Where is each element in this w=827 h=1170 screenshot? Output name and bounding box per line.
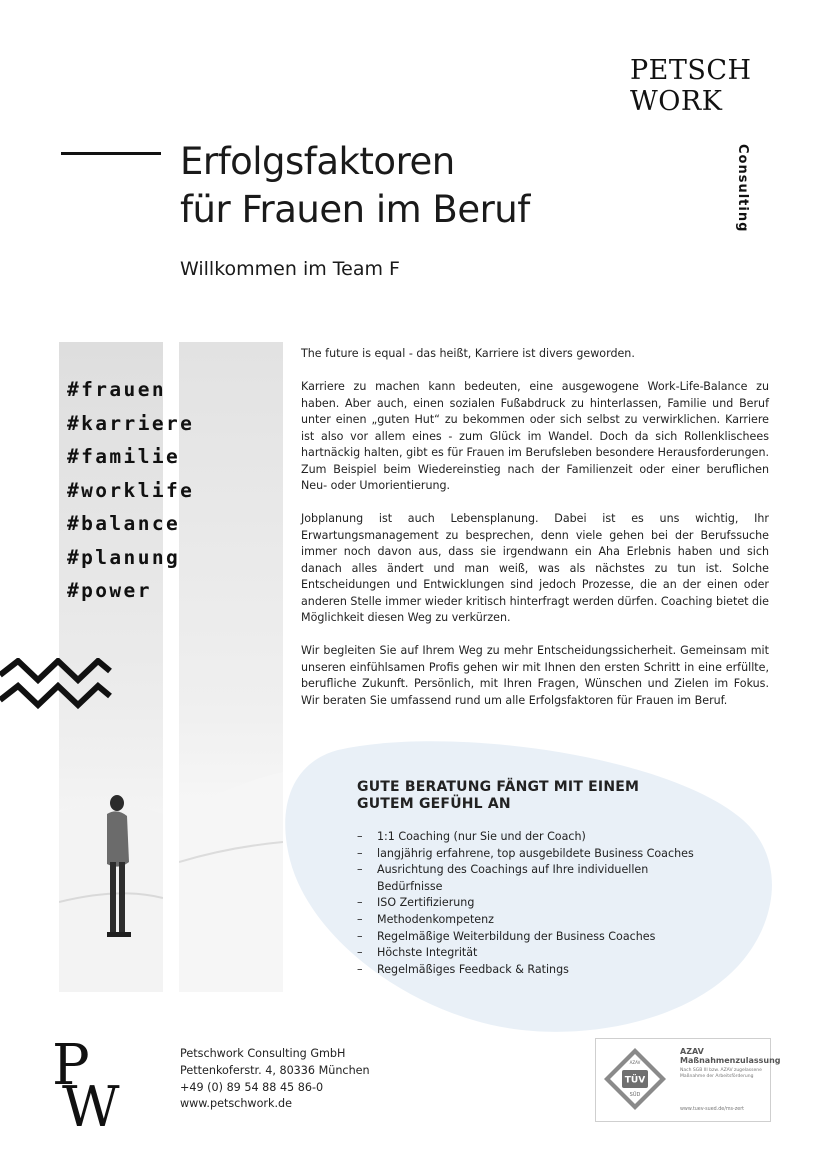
bullet-dash: –: [357, 929, 363, 943]
tuv-url: www.tuev-sued.de/ms-zert: [680, 1107, 745, 1112]
tuv-fine-print: Nach SGB III bzw. AZAV zugelassene Maßnahme der Arbeitsförderung: [680, 1068, 762, 1079]
tuv-badge-sub: SÜD: [629, 1092, 641, 1098]
pw-monogram: [52, 1033, 142, 1140]
list-item: [357, 929, 697, 946]
hashtag-familie: #familie: [67, 445, 181, 468]
paragraph-karriere: Karriere zu machen kann bedeuten, eine ausgewogene Work-Life-Balance zu haben. Aber auch, einen sozialen Fußabdruck zu hinterlassen, Familie und Beruf unter einen „guten Hut“ zu bekommen oder sich selbst zu verwirklichen. Karriere ist also vor allem eines - zum Glück im Wandel. Doch da sich Rollenklischees hartnäckig halten, gibt es für Frauen im Berufsleben besondere Herausforderungen. Zum Beispiel beim Wiedereinstieg nach der Familienzeit oder einer beruflichen Neu- oder Umorientierung.: [301, 380, 769, 492]
hashtag-frauen: #frauen: [67, 378, 166, 401]
bullet-dash: –: [357, 896, 363, 910]
list-item-text: Regelmäßiges Feedback & Ratings: [377, 962, 569, 976]
page-subtitle: Willkommen im Team F: [180, 258, 400, 280]
list-item: [357, 862, 697, 895]
list-item-text: 1:1 Coaching (nur Sie und der Coach): [377, 830, 586, 843]
hashtag-planung: #planung: [67, 545, 181, 569]
bullet-dash: –: [357, 863, 363, 877]
bullet-dash: –: [357, 830, 363, 843]
paragraph-begleitung: Wir begleiten Sie auf Ihrem Weg zu mehr Entscheidungssicherheit. Gemeinsam mit unseren einfühlsamen Profis gehen wir mit Ihnen den ersten Schritt in eine erfüllte, berufliche Zukunft. Persönlich, mit Ihren Fragen, Wünschen und Zielen im Fokus. Wir beraten Sie umfassend rund um alle Erfolgsfaktoren für Frauen im Beruf.: [301, 644, 769, 707]
list-item-text: langjährig erfahrene, top ausgebildete Business Coaches: [377, 846, 694, 860]
hashtag-power: #power: [67, 579, 152, 602]
title-rule: [61, 152, 161, 155]
list-item-text: Methodenkompetenz: [377, 912, 494, 926]
list-item-text: Regelmäßige Weiterbildung der Business Coaches: [377, 929, 656, 943]
list-item: [357, 846, 697, 863]
monogram-w: W: [62, 1075, 120, 1140]
zigzag-decoration: [0, 658, 112, 718]
title-line-1: Erfolgsfaktoren: [180, 140, 455, 183]
list-item: [357, 912, 697, 929]
contact-block: [180, 1046, 370, 1113]
bullet-dash: –: [357, 846, 363, 860]
hashtag-list: [67, 373, 194, 608]
hashtag-karriere: #karriere: [67, 411, 195, 435]
petschwork-logo: [630, 55, 770, 233]
monogram-p: P: [52, 1033, 90, 1098]
page-title: [180, 138, 530, 234]
list-item: [357, 895, 697, 912]
benefits-heading-line-1: GUTE BERATUNG FÄNGT MIT EINEM: [357, 779, 640, 795]
tuv-badge-ring: AZAV: [629, 1060, 641, 1065]
tuv-title-zulassung: Maßnahmenzulassung: [680, 1056, 781, 1065]
bullet-dash: –: [357, 962, 363, 976]
list-item-text: ISO Zertifizierung: [377, 896, 475, 910]
benefits-heading: [357, 779, 639, 812]
list-item-text: Höchste Integrität: [377, 946, 478, 960]
list-item: [357, 945, 697, 962]
bullet-dash: –: [357, 912, 363, 926]
benefits-heading-line-2: GUTEM GEFÜHL AN: [357, 795, 511, 812]
phone: +49 (0) 89 54 88 45 86-0: [180, 1080, 324, 1094]
logo-line-work: WORK: [630, 86, 723, 117]
benefits-list: [357, 829, 697, 978]
hashtag-balance: #balance: [67, 512, 181, 535]
tuv-certificate: [595, 1038, 781, 1122]
body-text: [301, 346, 769, 726]
tuv-seal-icon: [602, 1046, 668, 1112]
logo-line-petsch: PETSCH: [630, 55, 752, 86]
tuv-badge-label: TÜV: [624, 1075, 646, 1086]
title-line-2: für Frauen im Beruf: [180, 188, 530, 231]
bullet-dash: –: [357, 946, 363, 960]
tuv-title-azav: AZAV: [680, 1047, 704, 1056]
address: Pettenkoferstr. 4, 80336 München: [180, 1063, 370, 1077]
list-item-text: Ausrichtung des Coachings auf Ihre individuellen Bedürfnisse: [377, 863, 649, 893]
website-link[interactable]: www.petschwork.de: [180, 1097, 293, 1111]
list-item: [357, 829, 697, 846]
company-name: Petschwork Consulting GmbH: [180, 1047, 346, 1060]
paragraph-jobplanung: Jobplanung ist auch Lebensplanung. Dabei ist es uns wichtig, Ihr Erwartungsmanagement zu besprechen, denn viele gehen bei der Berufssuche immer noch davon aus, dass sie irgendwann ein Aha Erlebnis haben und sich danach alles ändert und man weiß, was als nächstes zu tun ist. Solche Entscheidungen und Entwicklungen sind jedoch Prozesse, die an der einen oder anderen Stelle immer wieder kritisch hinterfragt werden dürfen. Coaching bietet die Möglichkeit diesen Weg zu verkürzen.: [301, 512, 769, 624]
hashtag-worklife: #worklife: [67, 478, 195, 502]
paragraph-intro: The future is equal - das heißt, Karriere ist divers geworden.: [301, 347, 635, 360]
logo-consulting: Consulting: [735, 144, 750, 233]
list-item: [357, 962, 697, 979]
